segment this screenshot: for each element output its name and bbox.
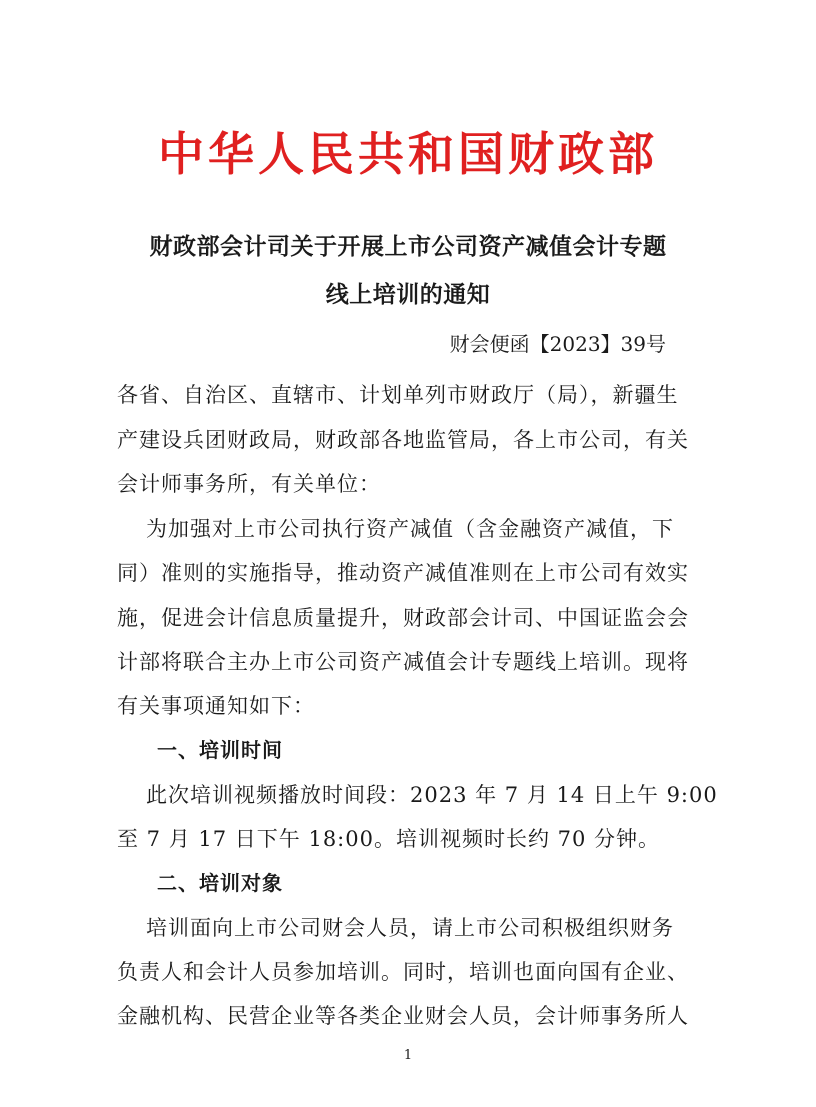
page-number: 1	[403, 1048, 413, 1063]
addressee-line: 会计师事务所，有关单位：	[117, 472, 381, 496]
ministry-masthead: 中华人民共和国财政部	[158, 127, 658, 181]
notice-title-line-1: 财政部会计司关于开展上市公司资产减值会计专题	[149, 233, 667, 260]
section-2-heading: 二、培训对象	[157, 871, 283, 895]
addressee-line: 各省、自治区、直辖市、计划单列市财政厅（局），新疆生	[117, 383, 679, 407]
section-1-line: 此次培训视频播放时间段：2023 年 7 月 14 日上午 9:00	[146, 783, 718, 807]
addressee-line: 产建设兵团财政局，财政部各地监管局，各上市公司，有关	[117, 428, 689, 452]
intro-line: 同）准则的实施指导，推动资产减值准则在上市公司有效实	[117, 561, 689, 585]
section-2-line: 培训面向上市公司财会人员，请上市公司积极组织财务	[146, 916, 674, 940]
section-1-line: 至 7 月 17 日下午 18:00。培训视频时长约 70 分钟。	[117, 827, 661, 851]
section-2-line: 负责人和会计人员参加培训。同时，培训也面向国有企业、	[117, 960, 689, 984]
section-1-heading: 一、培训时间	[157, 738, 283, 762]
intro-line: 施，促进会计信息质量提升，财政部会计司、中国证监会会	[117, 606, 689, 630]
intro-line: 计部将联合主办上市公司资产减值会计专题线上培训。现将	[117, 650, 689, 674]
section-2-line: 金融机构、民营企业等各类企业财会人员，会计师事务所人	[117, 1004, 689, 1028]
intro-line: 有关事项通知如下：	[117, 694, 315, 718]
intro-line: 为加强对上市公司执行资产减值（含金融资产减值，下	[146, 517, 674, 541]
notice-title-line-2: 线上培训的通知	[325, 281, 491, 308]
document-number: 财会便函【2023】39号	[449, 332, 666, 356]
